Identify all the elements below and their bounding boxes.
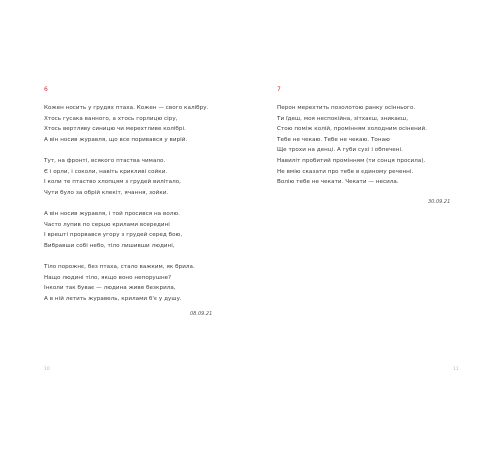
poem-line: Стою поміж колій, промінням холодним осінений. — [277, 126, 427, 133]
poem-text — [44, 103, 208, 315]
poem-line: Не вмію сказати про тебе в єдиному реченні. — [277, 168, 414, 175]
poem-line: Інколи так буває — людина живе безкрила, — [44, 285, 176, 292]
page-number: 10 — [44, 367, 50, 372]
poem-line: Волію тебе не чекати. Чекати — несила. — [277, 179, 399, 186]
poem-line: Є і орли, і соколи, навіть крикливі сойки. — [44, 168, 168, 175]
stanza — [44, 209, 208, 251]
poem-line: А він носив журавля, що все поривався у вирій. — [44, 136, 188, 143]
poem-line: Хтось вертляву синицю чи мерехтливе колібрі. — [44, 126, 186, 133]
poem-line: Вибравши собі небо, тіло лишивши людині, — [44, 242, 175, 249]
poem-line: Тебе не чекаю. Тебе не чекаю. Тонаю — [277, 136, 390, 143]
poem-text — [277, 103, 427, 198]
page-number: 11 — [453, 367, 459, 372]
poem-line: Часто лупив по серцю крилами всередині — [44, 221, 170, 228]
poem-line: Кожен носить у грудях птаха. Кожен — свого калібру. — [44, 105, 209, 111]
poem-line: Ще трохи на денці. А губи сухі і обпечені. — [277, 147, 403, 154]
poem-line: Перон мерехтить позолотою ранку осіннього. — [277, 105, 416, 111]
poem-line: Нащо людині тіло, якщо воно непорушне? — [44, 274, 172, 281]
poem-line: Навиліт пробитий промінням (ти сонця просила). — [277, 157, 426, 164]
poem-date: 30.09.21 — [428, 199, 451, 205]
poem-line: Хтось гусака ванного, а хтось горлицю сіру, — [44, 115, 178, 122]
stanza — [44, 262, 208, 304]
poem-line: Ти їдеш, моя неспокійна, зітхаєш, зникаєш, — [277, 115, 409, 122]
poem-line: А він носив журавля, і той просився на волю. — [44, 210, 181, 217]
poem-line: Тіло порожнє, без птаха, стало важким, як брила. — [44, 263, 195, 270]
poem-line: І коли те птаство хлопцям з грудей вилітало, — [44, 179, 182, 186]
right-page — [250, 0, 500, 450]
poem-number: 7 — [277, 86, 282, 93]
poem-number: 6 — [44, 86, 49, 93]
poem-line: А в ній летить журавель, крилами б'є у душу. — [44, 295, 182, 302]
poem-line: І врешті прорвався угору з грудей серед бою, — [44, 232, 183, 239]
stanza — [44, 103, 208, 145]
poem-line: Чути було за обрій клекіт, ячання, зойки. — [44, 189, 169, 196]
stanza — [277, 103, 427, 188]
poem-line: Тут, на фронті, всякого птаства чимало. — [44, 157, 166, 164]
poem-date: 08.09.21 — [190, 311, 213, 317]
stanza — [44, 156, 208, 198]
